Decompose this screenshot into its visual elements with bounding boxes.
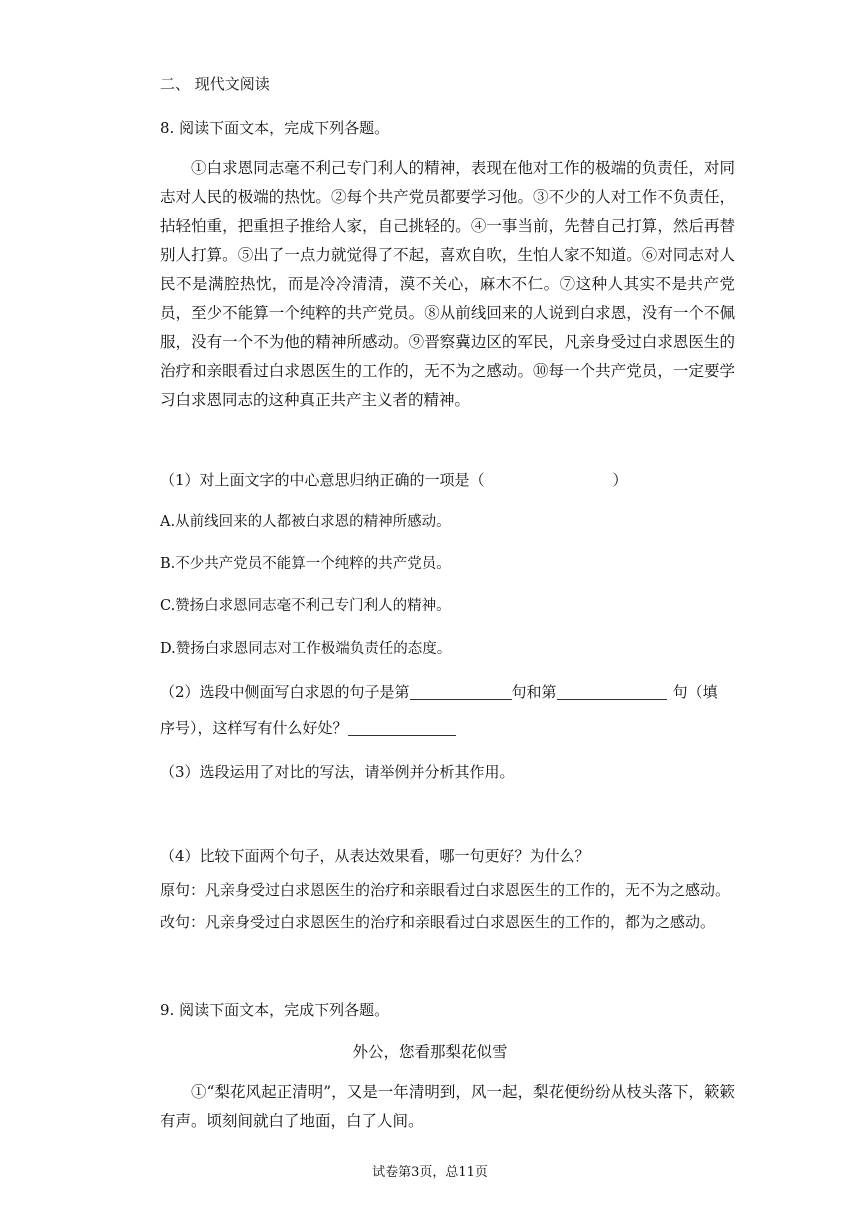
question-8-1-stem	[160, 470, 628, 490]
answer-blank-1[interactable]	[410, 683, 512, 700]
question-8-passage: ①白求恩同志毫不利己专门利人的精神，表现在他对工作的极端的负责任，对同志对人民的极端的热忱。②每个共产党员都要学习他。③不少的人对工作不负责任，拈轻怕重，把重担子推给人家，自己挑轻的。④一事当前，先替自己打算，然后再替别人打算。⑤出了一点力就觉得了不起，喜欢自吹，生怕人家不知道。⑥对同志对人民不是满腔热忱，而是冷冷清清，漠不关心，麻木不仁。⑦这种人其实不是共产党员，至少不能算一个纯粹的共产党员。⑧从前线回来的人说到白求恩，没有一个不佩服，没有一个不为他的精神所感动。⑨晋察冀边区的军民，凡亲身受过白求恩医生的治疗和亲眼看过白求恩医生的工作的，无不为之感动。⑩每一个共产党员，一定要学习白求恩同志的这种真正共产主义者的精神。	[160, 159, 735, 409]
original-sentence: 原句：凡亲身受过白求恩医生的治疗和亲眼看过白求恩医生的工作的，无不为之感动。	[160, 881, 731, 899]
article-title: 外公，您看那梨花似雪	[352, 1043, 508, 1061]
question-8-2-line2	[160, 718, 456, 738]
answer-blank-3[interactable]	[348, 719, 456, 736]
question-8-3: （3）选段运用了对比的写法，请举例并分析其作用。	[160, 763, 515, 781]
question-8-2-text-c: 句（填	[672, 683, 718, 701]
question-8-2-text-b: 句和第	[511, 683, 557, 701]
option-a: A.从前线回来的人都被白求恩的精神所感动。	[160, 514, 451, 530]
question-9-heading: 9. 阅读下面文本，完成下列各题。	[160, 1001, 390, 1019]
option-c: C.赞扬白求恩同志毫不利己专门利人的精神。	[160, 598, 451, 614]
question-8-heading: 8. 阅读下面文本，完成下列各题。	[160, 119, 390, 137]
question-8-1-stem-close: ）	[612, 471, 628, 489]
question-9-passage: ①“梨花风起正清明”，又是一年清明到，风一起，梨花便纷纷从枝头落下，簌簌有声。顷刻间就白了地面，白了人间。	[160, 1083, 735, 1130]
question-8-2-text-a: （2）选段中侧面写白求恩的句子是第	[160, 683, 410, 701]
option-b: B.不少共产党员不能算一个纯粹的共产党员。	[160, 556, 451, 572]
question-8-1-stem-text: （1）对上面文字的中心意思归纳正确的一项是（	[160, 471, 485, 489]
question-8-4: （4）比较下面两个句子，从表达效果看，哪一句更好？为什么？	[160, 847, 590, 865]
revised-sentence: 改句：凡亲身受过白求恩医生的治疗和亲眼看过白求恩医生的工作的，都为之感动。	[160, 913, 716, 931]
section-heading: 二、 现代文阅读	[160, 75, 270, 93]
page-footer: 试卷第3页，总11页	[372, 1165, 488, 1180]
answer-blank-2[interactable]	[557, 683, 667, 700]
question-8-2-line1	[160, 682, 735, 702]
option-d: D.赞扬白求恩同志对工作极端负责任的态度。	[160, 641, 452, 657]
question-8-2-text-d: 序号），这样写有什么好处？	[160, 719, 348, 737]
